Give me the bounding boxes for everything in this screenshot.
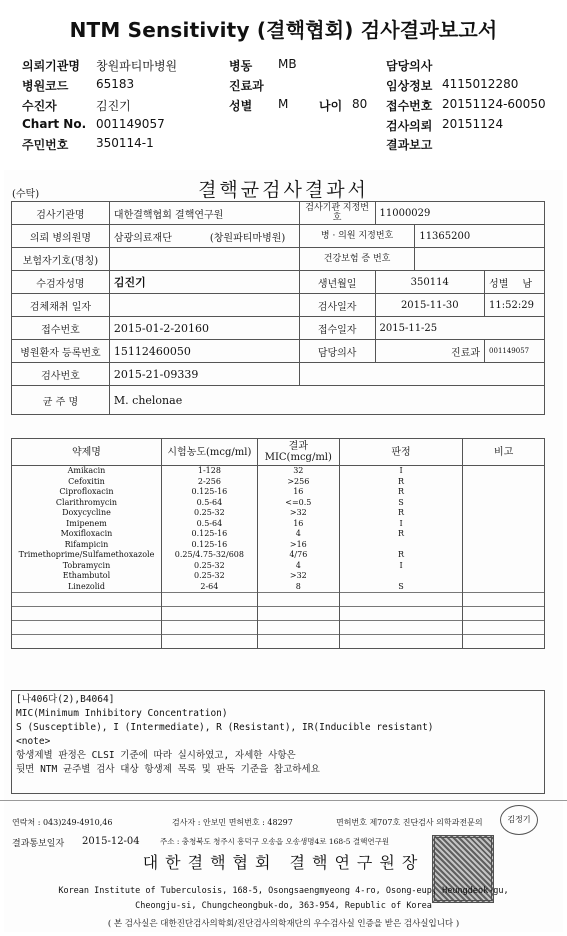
- info-label: 균 주 명: [12, 386, 110, 415]
- summary-label: 나이: [319, 99, 343, 113]
- summary-label: 주민번호: [22, 138, 69, 152]
- mic-empty-cell: [161, 607, 257, 621]
- info-value: [109, 225, 299, 248]
- mic-cell: [463, 582, 545, 593]
- mic-cell: [463, 487, 545, 498]
- certification-disclaimer: ( 본 검사실은 대한진단검사의학회/진단검사의학재단의 우수검사실 인증을 받은 검사실입니다 ): [107, 919, 460, 929]
- info-value: 2015-11-30: [375, 294, 485, 317]
- footer-phone: 연락처 : 043)249-4910,46: [12, 818, 113, 827]
- mic-cell: I: [339, 519, 462, 530]
- note-line: <note>: [16, 736, 51, 747]
- notes-box: [11, 690, 545, 794]
- sex-label: 성별: [489, 278, 509, 290]
- mic-cell: 4: [257, 561, 339, 572]
- mic-cell: Ciprofloxacin: [12, 487, 162, 498]
- mic-cell: Clarithromycin: [12, 498, 162, 509]
- note-line: S (Susceptible), I (Intermediate), R (Resistant), IR(Inducible resistant): [16, 722, 434, 733]
- mic-cell: 4: [257, 529, 339, 540]
- mic-empty-cell: [161, 593, 257, 607]
- mic-cell: [463, 529, 545, 540]
- note-line: [나406다(2),B4064]: [16, 694, 115, 705]
- info-value: 김진기: [109, 271, 299, 294]
- mic-cell: Ethambutol: [12, 571, 162, 582]
- summary-label: 성별: [229, 99, 253, 113]
- info-value: 350114: [375, 271, 485, 294]
- info-label: 병원환자 등록번호: [12, 340, 110, 363]
- mic-empty-cell: [12, 607, 162, 621]
- mic-empty-cell: [463, 607, 545, 621]
- info-value: 15112460050: [109, 340, 299, 363]
- summary-value: 001149057: [96, 117, 165, 131]
- summary-label: 결과보고: [386, 138, 433, 152]
- mic-cell: R: [339, 529, 462, 540]
- mic-cell: >32: [257, 571, 339, 582]
- mic-cell: R: [339, 550, 462, 561]
- footer-examiner: 검사자 : 안보민 면허번호 : 48297: [172, 818, 293, 827]
- mic-cell: [463, 466, 545, 477]
- mic-cell: [339, 540, 462, 551]
- mic-empty-cell: [463, 593, 545, 607]
- mic-empty-cell: [257, 593, 339, 607]
- address-en-line2: Cheongju-si, Chungcheongbuk-do, 363-954, Republic of Korea: [135, 901, 432, 911]
- mic-row: [12, 582, 545, 593]
- mic-empty-cell: [12, 593, 162, 607]
- mic-row: [12, 519, 545, 530]
- mic-empty-cell: [12, 621, 162, 635]
- summary-label: 수진자: [22, 99, 57, 113]
- info-label: 의뢰 병의원명: [12, 225, 110, 248]
- mic-cell: Imipenem: [12, 519, 162, 530]
- mic-row: [12, 540, 545, 551]
- info-label: 접수일자: [299, 317, 375, 340]
- mic-row: [12, 477, 545, 488]
- mic-empty-cell: [339, 635, 462, 649]
- mic-cell: 16: [257, 519, 339, 530]
- mic-cell: R: [339, 508, 462, 519]
- mic-cell: 0.125-16: [161, 529, 257, 540]
- mic-row: [12, 487, 545, 498]
- summary-value: 20151124: [442, 117, 504, 131]
- mic-cell: Amikacin: [12, 466, 162, 477]
- mic-header: 약제명: [12, 439, 162, 466]
- info-value: 11:52:29: [485, 294, 545, 317]
- divider: [0, 800, 567, 801]
- mic-cell: I: [339, 561, 462, 572]
- mic-cell: 4/76: [257, 550, 339, 561]
- mic-empty-cell: [339, 607, 462, 621]
- patient-info-table: [11, 201, 545, 415]
- info-value: 2015-21-09339: [109, 363, 299, 386]
- mic-cell: <=0.5: [257, 498, 339, 509]
- info-label: 수검자성명: [12, 271, 110, 294]
- mic-cell: 0.25-32: [161, 561, 257, 572]
- mic-row: [12, 508, 545, 519]
- mic-row: [12, 550, 545, 561]
- note-line: 항생제별 판정은 CLSI 기준에 따라 실시하였고, 자세한 사항은: [16, 750, 296, 761]
- mic-empty-cell: [339, 593, 462, 607]
- report-date-label: 결과통보일자: [12, 839, 65, 849]
- summary-value: 김진기: [96, 99, 131, 113]
- mic-cell: [463, 550, 545, 561]
- mic-cell: 0.25-32: [161, 571, 257, 582]
- summary-value: 4115012280: [442, 77, 519, 91]
- mic-empty-row: [12, 607, 545, 621]
- info-label: 보험자기호(명칭): [12, 248, 110, 271]
- summary-value: 350114-1: [96, 136, 154, 150]
- mic-empty-cell: [161, 621, 257, 635]
- summary-label: 진료과: [229, 79, 264, 93]
- institute-name: 대한결핵협회 결핵연구원장: [142, 853, 425, 872]
- mic-cell: 0.5-64: [161, 498, 257, 509]
- mic-header: 판정: [339, 439, 462, 466]
- mic-cell: 8: [257, 582, 339, 593]
- mic-empty-cell: [463, 621, 545, 635]
- mic-cell: >32: [257, 508, 339, 519]
- organism-value: M. chelonae: [109, 386, 544, 415]
- mic-empty-cell: [257, 607, 339, 621]
- mic-row: [12, 466, 545, 477]
- hospital-name: 삼광의료재단: [113, 232, 172, 244]
- summary-label: 병원코드: [22, 79, 69, 93]
- summary-label: 담당의사: [386, 59, 433, 73]
- summary-value: 20151124-60050: [442, 97, 546, 111]
- mic-cell: R: [339, 487, 462, 498]
- mic-cell: Tobramycin: [12, 561, 162, 572]
- info-value: [415, 248, 545, 271]
- mic-cell: [463, 498, 545, 509]
- mic-cell: 2-256: [161, 477, 257, 488]
- mic-empty-cell: [257, 621, 339, 635]
- mic-cell: 0.125-16: [161, 487, 257, 498]
- info-value: [485, 271, 545, 294]
- mic-cell: >256: [257, 477, 339, 488]
- mic-cell: [339, 571, 462, 582]
- mic-cell: [463, 477, 545, 488]
- info-value: 11000029: [375, 202, 545, 225]
- note-line: MIC(Minimum Inhibitory Concentration): [16, 708, 228, 719]
- info-value: 2015-01-2-20160: [109, 317, 299, 340]
- sex-value: 남: [522, 278, 533, 290]
- mic-cell: Cefoxitin: [12, 477, 162, 488]
- mic-cell: Rifampicin: [12, 540, 162, 551]
- info-label: 검사일자: [299, 294, 375, 317]
- mic-cell: Doxycycline: [12, 508, 162, 519]
- mic-cell: [463, 519, 545, 530]
- report-title: 결핵균검사결과서: [198, 179, 369, 201]
- info-label: 검사기관 지정번호: [299, 202, 375, 225]
- mic-cell: [463, 571, 545, 582]
- summary-value: 창원파티마병원: [96, 59, 178, 73]
- summary-label: 병동: [229, 59, 253, 73]
- info-label: 검체채취 일자: [12, 294, 110, 317]
- hospital-name-secondary: (창원파티마병원): [209, 232, 286, 244]
- mic-empty-row: [12, 635, 545, 649]
- mic-empty-cell: [339, 621, 462, 635]
- mic-empty-row: [12, 593, 545, 607]
- director-stamp: 김정기: [500, 805, 538, 835]
- mic-cell: [463, 561, 545, 572]
- mic-cell: 32: [257, 466, 339, 477]
- summary-value: 80: [352, 97, 368, 111]
- consignment-tag: (수탁): [12, 189, 40, 200]
- mic-cell: 0.5-64: [161, 519, 257, 530]
- mic-cell: Linezolid: [12, 582, 162, 593]
- mic-cell: 1-128: [161, 466, 257, 477]
- footer-director: 면허번호 제707호 진단검사 의학과전문의: [336, 818, 483, 827]
- summary-label: 의뢰기관명: [22, 59, 80, 73]
- mic-header: 결과 MIC(mcg/ml): [257, 439, 339, 466]
- summary-label: 임상정보: [386, 79, 433, 93]
- mic-row: [12, 498, 545, 509]
- info-label: 건강보험 증 번호: [299, 248, 415, 271]
- mic-cell: S: [339, 498, 462, 509]
- report-date: 2015-12-04: [82, 836, 140, 847]
- mic-empty-cell: [463, 635, 545, 649]
- info-value: 대한결핵협회 결핵연구원: [109, 202, 299, 225]
- mic-cell: 16: [257, 487, 339, 498]
- mic-cell: Moxifloxacin: [12, 529, 162, 540]
- summary-value: MB: [278, 57, 297, 71]
- mic-row: [12, 529, 545, 540]
- mic-cell: [463, 540, 545, 551]
- mic-row: [12, 571, 545, 582]
- summary-label: 접수번호: [386, 99, 433, 113]
- info-empty: [299, 363, 544, 386]
- info-value: [109, 248, 299, 271]
- info-value: 2015-11-25: [375, 317, 545, 340]
- page-title: NTM Sensitivity (결핵협회) 검사결과보고서: [69, 18, 498, 42]
- mic-cell: >16: [257, 540, 339, 551]
- info-value: 001149057: [485, 340, 545, 363]
- mic-empty-cell: [12, 635, 162, 649]
- info-label: 검사번호: [12, 363, 110, 386]
- info-label: 병 · 의원 지정번호: [299, 225, 415, 248]
- address-en-line1: Korean Institute of Tuberculosis, 168-5, Osongsaengmyeong 4-ro, Osong-eup, Heungdeok-gu,: [58, 886, 509, 896]
- mic-empty-cell: [161, 635, 257, 649]
- info-label: 진료과: [375, 340, 485, 363]
- info-value: [109, 294, 299, 317]
- info-value: 11365200: [415, 225, 545, 248]
- info-label: 생년월일: [299, 271, 375, 294]
- info-label: 검사기관명: [12, 202, 110, 225]
- summary-value: M: [278, 97, 289, 111]
- summary-value: 65183: [96, 77, 135, 91]
- summary-label: Chart No.: [22, 117, 87, 131]
- mic-empty-cell: [257, 635, 339, 649]
- mic-cell: 0.25/4.75-32/608: [161, 550, 257, 561]
- info-label: 접수번호: [12, 317, 110, 340]
- mic-cell: [463, 508, 545, 519]
- note-line: 뒷면 NTM 균주별 검사 대상 항생제 목록 및 판독 기준을 참고하세요: [16, 764, 320, 775]
- info-label: 담당의사: [299, 340, 375, 363]
- mic-empty-row: [12, 621, 545, 635]
- address-kr: 주소 : 충청북도 청주시 흥덕구 오송읍 오송생명4로 168-5 결핵연구원: [160, 837, 390, 846]
- mic-cell: 2-64: [161, 582, 257, 593]
- mic-cell: 0.25-32: [161, 508, 257, 519]
- summary-label: 검사의뢰: [386, 119, 433, 133]
- mic-cell: I: [339, 466, 462, 477]
- mic-cell: R: [339, 477, 462, 488]
- mic-cell: Trimethoprime/Sulfamethoxazole: [12, 550, 162, 561]
- mic-header: 비고: [463, 439, 545, 466]
- mic-cell: S: [339, 582, 462, 593]
- mic-header: 시험농도(mcg/ml): [161, 439, 257, 466]
- mic-cell: 0.125-16: [161, 540, 257, 551]
- mic-table: [11, 438, 545, 649]
- mic-row: [12, 561, 545, 572]
